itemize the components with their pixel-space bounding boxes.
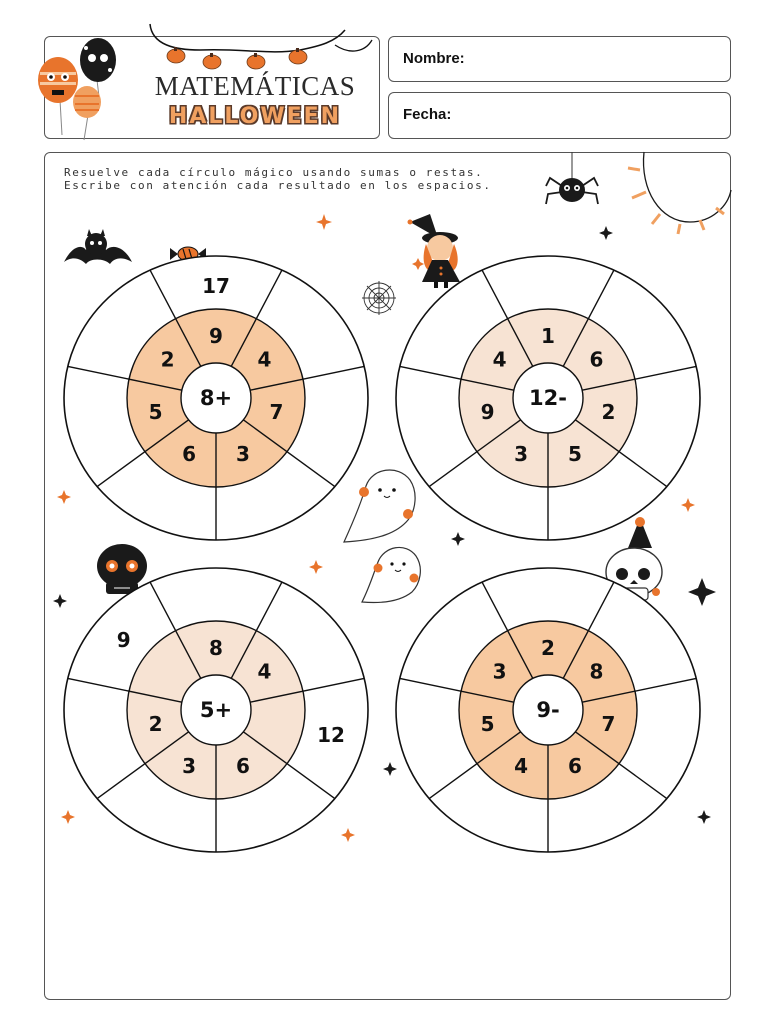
math-wheel	[396, 256, 700, 540]
inner-number: 2	[148, 711, 163, 736]
inner-number: 6	[567, 753, 582, 778]
inner-number: 8	[209, 636, 223, 660]
inner-number: 8	[589, 659, 604, 684]
wheel-operator: 12-	[529, 386, 567, 410]
inner-number: 4	[514, 753, 529, 778]
ghost-icon	[344, 470, 415, 542]
inner-number: 2	[601, 399, 616, 424]
math-wheel	[64, 568, 368, 852]
answer-slot[interactable]: 17	[202, 274, 230, 298]
inner-number: 3	[182, 753, 197, 778]
answer-slot[interactable]: 12	[317, 722, 345, 747]
wheel-operator: 9-	[536, 698, 560, 722]
inner-number: 2	[160, 347, 175, 372]
instructions-text: Resuelve cada círculo mágico usando sumas o restas. Escribe con atención cada resultado en los espacios.	[64, 166, 492, 192]
answer-slot[interactable]: 9	[116, 628, 131, 653]
inner-number: 2	[541, 636, 555, 660]
inner-number: 3	[235, 441, 250, 466]
math-wheel	[396, 568, 700, 852]
bat-icon	[64, 229, 132, 264]
ghost-icon	[362, 547, 420, 602]
page-subtitle: HALLOWEEN	[168, 104, 342, 129]
sun-decoration	[628, 152, 731, 234]
witch-icon	[408, 214, 461, 288]
balloon-icon	[38, 38, 116, 140]
inner-number: 3	[514, 441, 529, 466]
math-wheel	[64, 256, 368, 540]
inner-number: 9	[480, 399, 495, 424]
inner-number: 9	[209, 324, 223, 348]
inner-number: 5	[480, 711, 495, 736]
inner-number: 3	[492, 659, 507, 684]
spiderweb-icon	[362, 281, 396, 315]
spider-icon	[546, 152, 598, 204]
inner-number: 6	[182, 441, 197, 466]
inner-number: 4	[257, 659, 272, 684]
inner-number: 5	[567, 441, 582, 466]
pumpkin-garland-icon	[150, 24, 372, 69]
inner-number: 6	[235, 753, 250, 778]
name-label: Nombre:	[403, 50, 465, 67]
inner-number: 7	[601, 711, 616, 736]
inner-number: 6	[589, 347, 604, 372]
date-label: Fecha:	[403, 106, 452, 123]
inner-number: 1	[541, 324, 555, 348]
wheel-operator: 5+	[199, 698, 233, 722]
wheel-operator: 8+	[199, 386, 233, 410]
inner-number: 7	[269, 399, 284, 424]
inner-number: 4	[492, 347, 507, 372]
inner-number: 5	[148, 399, 163, 424]
page-title: MATEMÁTICAS	[154, 71, 356, 101]
math-wheels	[64, 256, 700, 852]
inner-number: 4	[257, 347, 272, 372]
